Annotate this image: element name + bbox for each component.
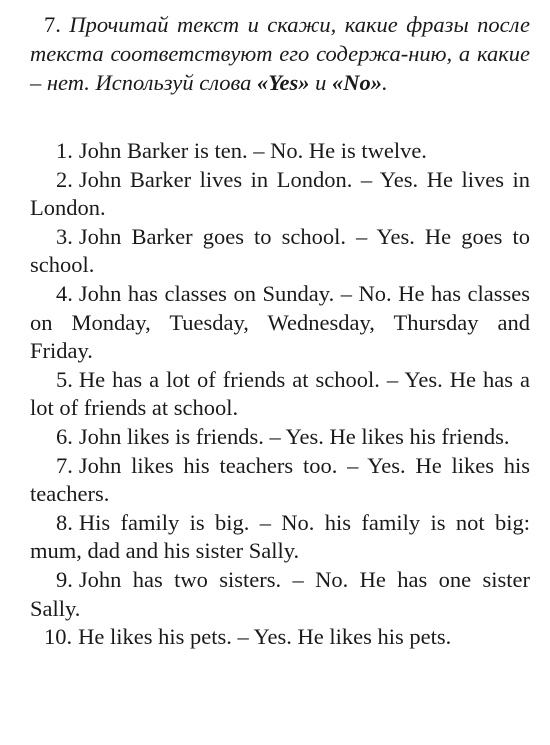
task-instruction-end: .: [382, 70, 388, 95]
answer-item-5: [30, 366, 530, 423]
answer-text: John has classes on Sunday. – No. He has classes on Monday, Tuesday, Wednesday, Thursday and Friday.: [30, 280, 530, 364]
answer-number: 3.: [56, 223, 73, 249]
answer-text: John Barker lives in London. – Yes. He lives in London.: [30, 166, 530, 221]
answer-list: [30, 137, 530, 652]
answer-item-6: [30, 423, 530, 452]
task-instruction-text: [30, 12, 530, 95]
answer-text: John has two sisters. – No. He has one sister Sally.: [30, 566, 530, 621]
answer-item-3: [30, 223, 530, 280]
answer-item-4: [30, 280, 530, 366]
answer-item-8: [30, 509, 530, 566]
yes-keyword: «Yes»: [257, 70, 310, 95]
task-instruction-body: Прочитай текст и скажи, какие фразы после текста соответствуют его содержа-нию, а какие – нет. Используй слова: [30, 12, 530, 95]
answer-text: John Barker goes to school. – Yes. He goes to school.: [30, 223, 530, 278]
answer-item-2: [30, 166, 530, 223]
answer-number: 6.: [56, 423, 73, 449]
answer-text: John likes his teachers too. – Yes. He likes his teachers.: [30, 452, 530, 507]
answer-text: His family is big. – No. his family is not big: mum, dad and his sister Sally.: [30, 509, 530, 564]
answer-text: John likes is friends. – Yes. He likes his friends.: [78, 423, 510, 449]
answer-number: 8.: [56, 509, 73, 535]
answer-text: John Barker is ten. – No. He is twelve.: [78, 138, 427, 163]
answer-text: He has a lot of friends at school. – Yes. He has a lot of friends at school.: [30, 366, 530, 421]
answer-item-1: [30, 137, 530, 166]
task-conjunction: и: [309, 70, 333, 95]
answer-number: 10.: [44, 624, 73, 650]
answer-number: 2.: [56, 166, 73, 192]
no-keyword: «No»: [332, 70, 383, 95]
answer-item-7: [30, 452, 530, 509]
answer-number: 4.: [56, 280, 73, 306]
answer-text: He likes his pets. – Yes. He likes his pets.: [78, 624, 452, 650]
answer-number: 5.: [56, 366, 73, 392]
task-instruction: [30, 10, 530, 97]
answer-item-9: [30, 566, 530, 623]
answer-number: 9.: [56, 566, 73, 592]
answer-number: 1.: [56, 138, 73, 163]
answer-item-10: [30, 623, 530, 652]
task-number: 7.: [44, 12, 61, 37]
answer-number: 7.: [56, 452, 73, 478]
